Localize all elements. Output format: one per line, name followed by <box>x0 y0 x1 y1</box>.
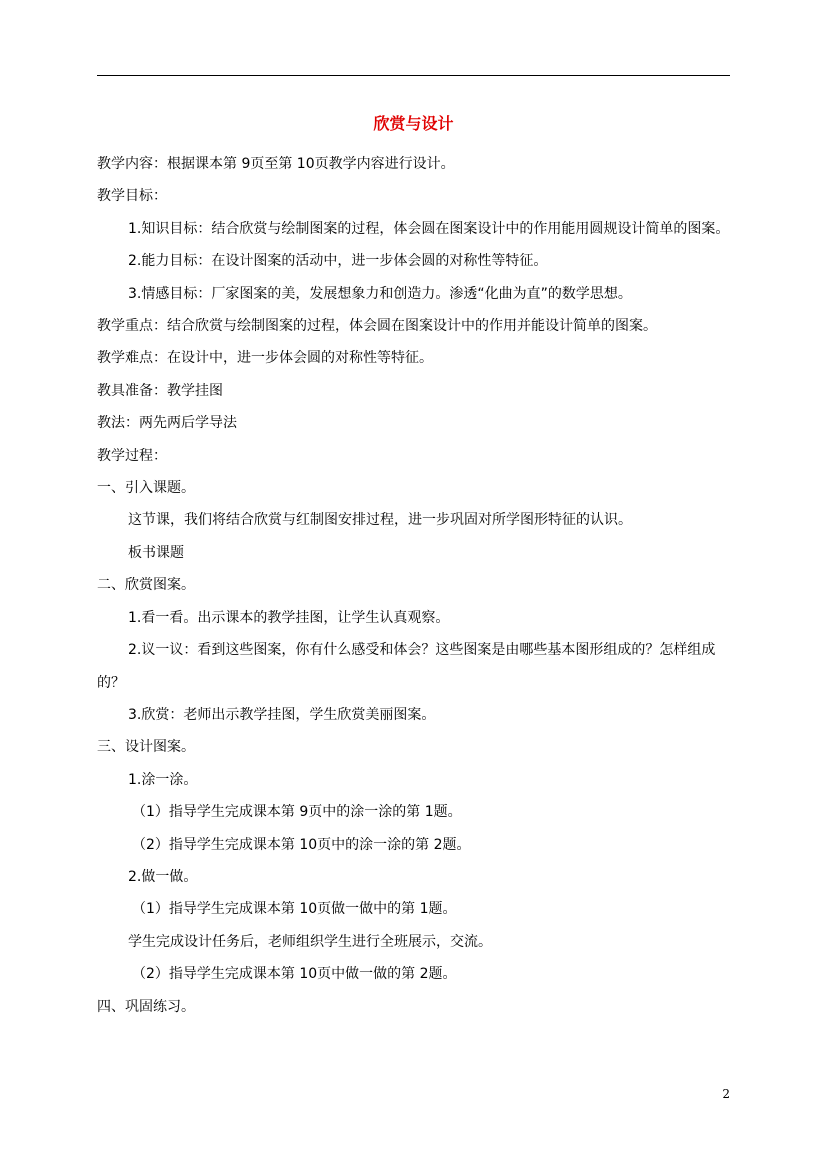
section-1-intro: 这节课，我们将结合欣赏与红制图安排过程，进一步巩固对所学图形特征的认识。 <box>128 512 632 529</box>
section-3-item-2-sub-2: （2）指导学生完成课本第 10页中做一做的第 2题。 <box>132 966 457 983</box>
emotion-goal: 3.情感目标：厂家图案的美，发展想象力和创造力。渗透“化曲为直”的数学思想。 <box>128 285 632 302</box>
section-3-heading: 三、设计图案。 <box>97 739 195 756</box>
section-2-item-1: 1.看一看。出示课本的教学挂图，让学生认真观察。 <box>128 609 450 626</box>
section-3-item-2: 2.做一做。 <box>128 868 198 885</box>
section-3-item-2-sub-1: （1）指导学生完成课本第 10页做一做中的第 1题。 <box>132 901 457 918</box>
document-title: 欣赏与设计 <box>373 114 454 133</box>
teaching-key-point: 教学重点：结合欣赏与绘制图案的过程，体会圆在图案设计中的作用并能设计简单的图案。 <box>97 318 657 335</box>
teaching-content-line: 教学内容：根据课本第 9页至第 10页教学内容进行设计。 <box>97 156 455 172</box>
section-3-item-1-sub-2: （2）指导学生完成课本第 10页中的涂一涂的第 2题。 <box>132 836 471 853</box>
page-number: 2 <box>722 1087 730 1101</box>
teaching-difficulty: 教学难点：在设计中，进一步体会圆的对称性等特征。 <box>97 350 433 367</box>
teaching-process-heading: 教学过程： <box>97 447 167 464</box>
header-rule <box>97 75 730 76</box>
section-2-item-2: 2.议一议：看到这些图案，你有什么感受和体会？这些图案是由哪些基本图形组成的？怎样组成的？ <box>97 642 716 691</box>
section-1-board-title: 板书课题 <box>128 544 184 561</box>
teaching-method: 教法：两先两后学导法 <box>97 415 237 432</box>
teaching-goals-heading: 教学目标： <box>97 188 167 205</box>
section-4-heading: 四、巩固练习。 <box>97 998 195 1015</box>
section-3-item-1: 1.涂一涂。 <box>128 771 198 788</box>
section-1-heading: 一、引入课题。 <box>97 480 195 497</box>
knowledge-goal: 1.知识目标：结合欣赏与绘制图案的过程，体会圆在图案设计中的作用能用圆规设计简单的图案。 <box>128 220 730 237</box>
section-3-item-1-sub-1: （1）指导学生完成课本第 9页中的涂一涂的第 1题。 <box>132 804 462 821</box>
teaching-aids: 教具准备：教学挂图 <box>97 382 223 399</box>
section-2-item-3: 3.欣赏：老师出示教学挂图，学生欣赏美丽图案。 <box>128 706 436 723</box>
ability-goal: 2.能力目标：在设计图案的活动中，进一步体会圆的对称性等特征。 <box>128 253 548 270</box>
section-3-item-2-note: 学生完成设计任务后，老师组织学生进行全班展示，交流。 <box>128 933 492 950</box>
document-body <box>97 148 733 1023</box>
section-2-heading: 二、欣赏图案。 <box>97 577 195 594</box>
